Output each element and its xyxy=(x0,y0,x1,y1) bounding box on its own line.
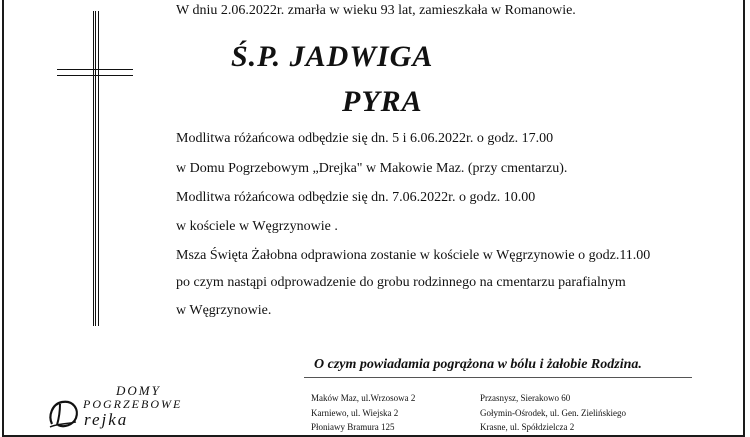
detail-line-6: po czym nastąpi odprowadzenie do grobu rodzinnego na cmentarzu parafialnym xyxy=(176,275,626,290)
logo-text-domy: DOMY xyxy=(116,383,161,398)
address-left-1: Maków Maz, ul.Wrzosowa 2 xyxy=(311,393,416,403)
cross-horizontal-bar xyxy=(57,69,133,71)
death-notice-intro: W dniu 2.06.2022r. zmarła w wieku 93 lat, zamieszkała w Romanowie. xyxy=(176,3,576,18)
detail-line-5: Msza Święta Żałobna odprawiona zostanie w kościele w Węgrzynowie o godz.11.00 xyxy=(176,248,651,263)
detail-line-1: Modlitwa różańcowa odbędzie się dn. 5 i 6.06.2022r. o godz. 17.00 xyxy=(176,131,554,146)
cross-vertical-bar xyxy=(93,11,96,326)
address-right-2: Gołymin-Ośrodek, ul. Gen. Zielińskiego xyxy=(480,408,626,418)
address-left-2: Karniewo, ul. Wiejska 2 xyxy=(311,408,399,418)
footer-divider xyxy=(304,377,692,378)
detail-line-7: w Węgrzynowie. xyxy=(176,303,272,318)
cross-horizontal-bar-lower xyxy=(57,75,133,77)
cross-vertical-bar-inner xyxy=(98,11,100,326)
logo-text-pogrzebowe: POGRZEBOWE xyxy=(83,397,183,411)
family-closing-line: O czym powiadamia pogrążona w bólu i żałobie Rodzina. xyxy=(314,357,642,372)
detail-line-4: w kościele w Węgrzynowie . xyxy=(176,219,338,234)
logo-monogram-icon xyxy=(46,394,82,430)
logo-text-brand: rejka xyxy=(84,410,129,429)
address-right-3: Krasne, ul. Spółdzielcza 2 xyxy=(480,422,575,432)
deceased-surname: PYRA xyxy=(342,85,423,118)
detail-line-3: Modlitwa różańcowa odbędzie się dn. 7.06.2022r. o godz. 10.00 xyxy=(176,190,536,205)
detail-line-2: w Domu Pogrzebowym „Drejka" w Makowie Maz. (przy cmentarzu). xyxy=(176,161,568,176)
funeral-home-logo xyxy=(38,380,218,430)
address-right-1: Przasnysz, Sierakowo 60 xyxy=(480,393,571,403)
deceased-first-name: Ś.P. JADWIGA xyxy=(231,40,434,73)
address-left-3: Płoniawy Bramura 125 xyxy=(311,422,395,432)
